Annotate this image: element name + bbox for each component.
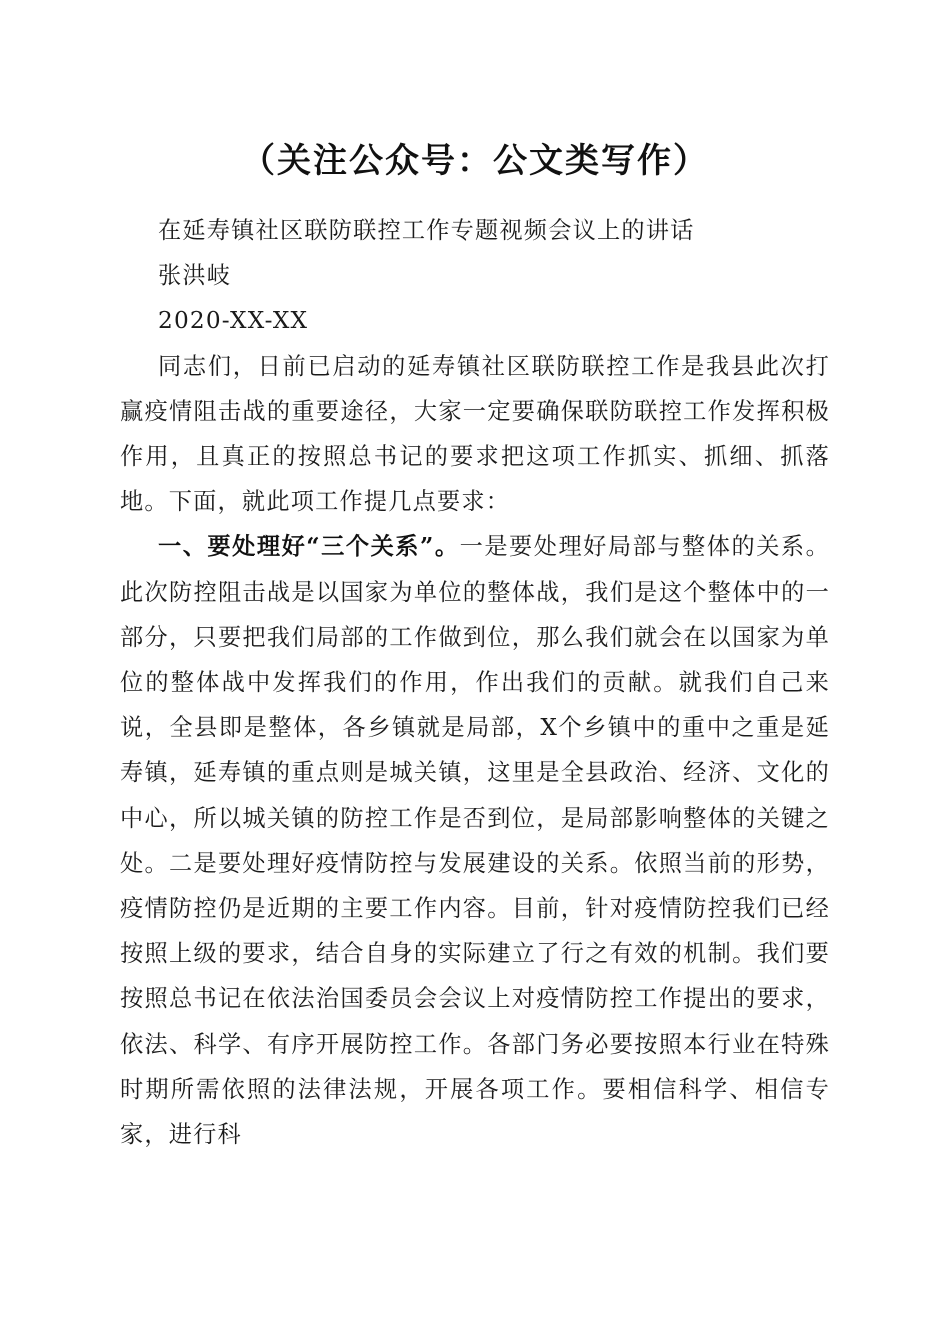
speaker-name: 张洪岐 [158,262,232,290]
speech-date: 2020-XX-XX [158,307,309,335]
section-1-text: 一是要处理好局部与整体的关系。此次防控阻击战是以国家为单位的整体战，我们是这个整体中的一部分，只要把我们局部的工作做到位，那么我们就会在以国家为单位的整体战中发挥我们的作用，作出我们的贡献。就我们自己来说，全县即是整体，各乡镇就是局部，X个乡镇中的重中之重是延寿镇，延寿镇的重点则是城关镇，这里是全县政治、经济、文化的中心，所以城关镇的防控工作是否到位，是局部影响整体的关键之处。二是要处理好疫情防控与发展建设的关系。依照当前的形势，疫情防控仍是近期的主要工作内容。目前，针对疫情防控我们已经按照上级的要求，结合自身的实际建立了行之有效的机制。我们要按照总书记在依法治国委员会会议上对疫情防控工作提出的要求，依法、科学、有序开展防控工作。各部门务必要按照本行业在特殊时期所需依照的法律法规，开展各项工作。要相信科学、相信专家，进行科 [120,533,831,1149]
section-heading-1: 一、要处理好“三个关系”。 [158,533,460,561]
paragraph-intro: 同志们，日前已启动的延寿镇社区联防联控工作是我县此次打赢疫情阻击战的重要途径，大家一定要确保联防联控工作发挥积极作用，且真正的按照总书记的要求把这项工作抓实、抓细、抓落地。下面，就此项工作提几点要求： [120,352,830,516]
speech-title: 在延寿镇社区联防联控工作专题视频会议上的讲话 [158,217,695,244]
paragraph-section-1 [120,524,830,1157]
document-body [120,208,830,1157]
page-title: （关注公众号：公文类写作） [241,141,709,181]
